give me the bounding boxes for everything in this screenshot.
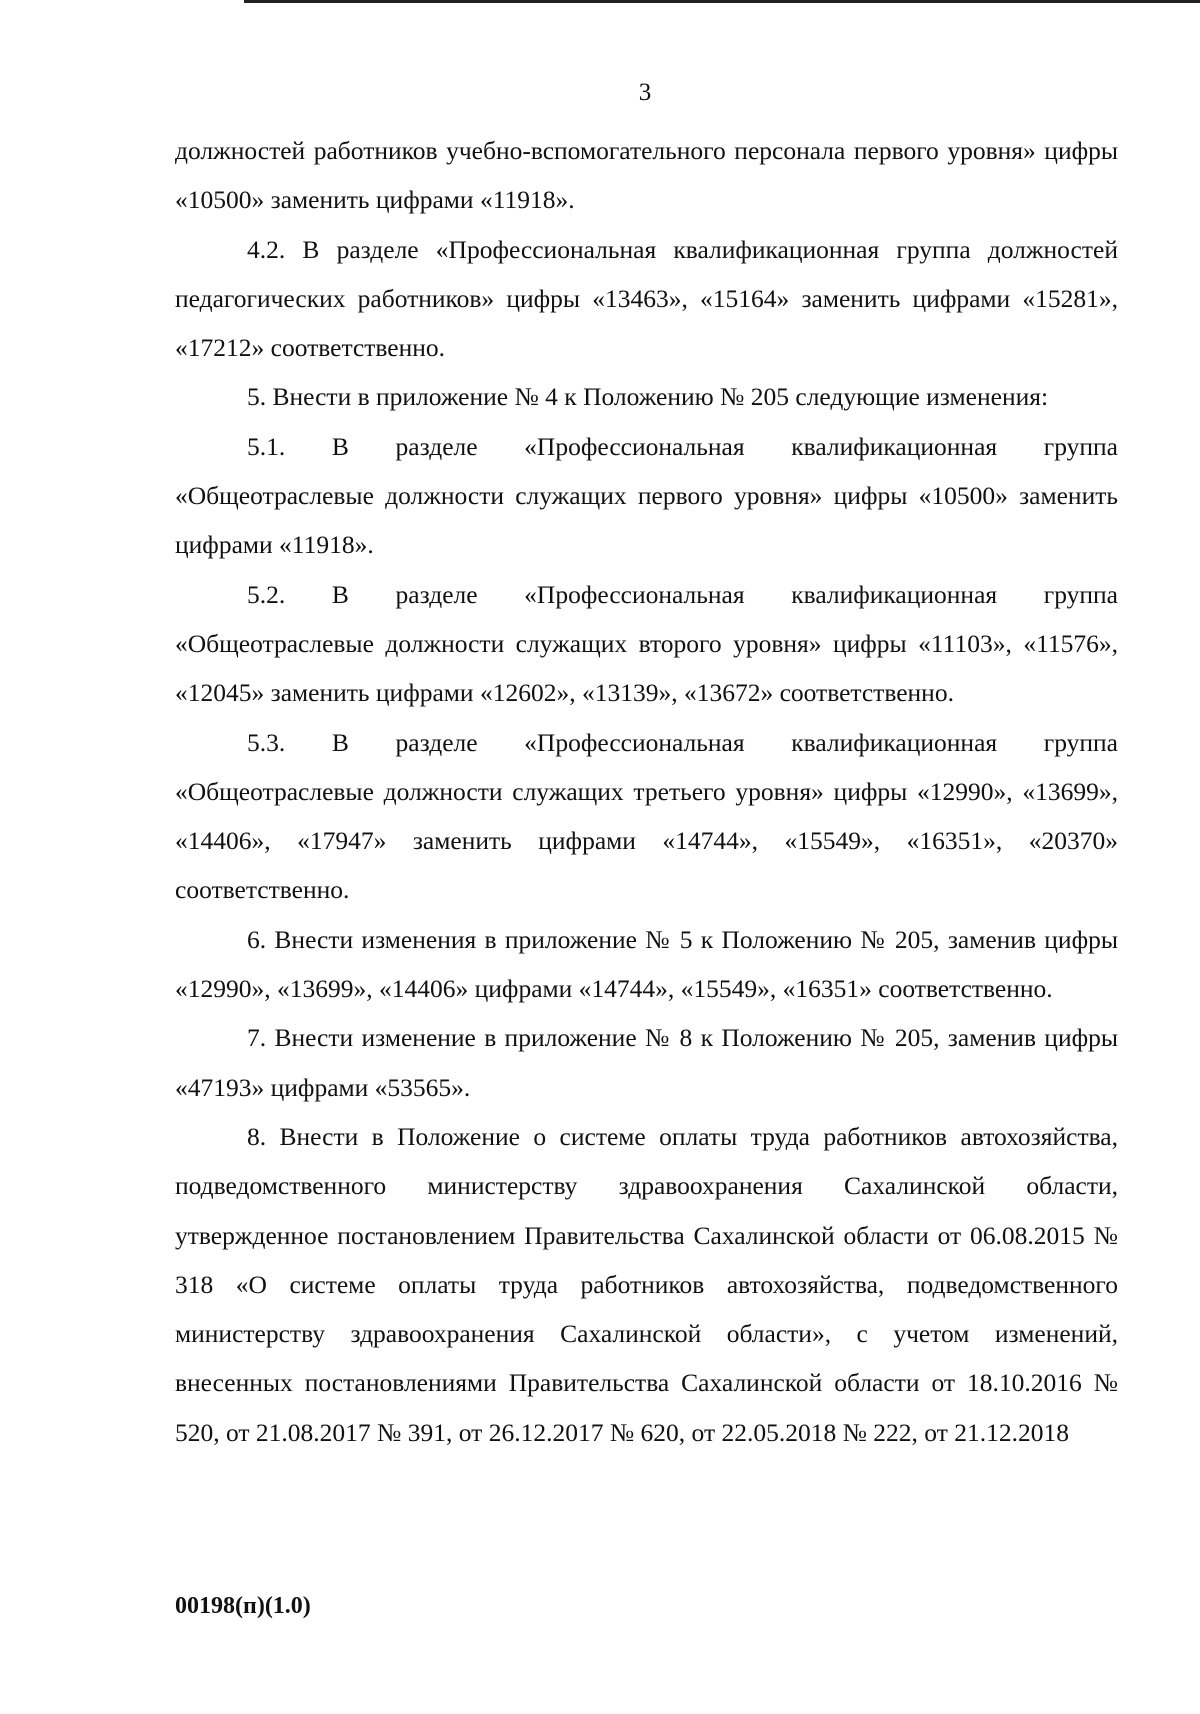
paragraph-5: 5. Внести в приложение № 4 к Положению № 205 следующие изменения: — [247, 382, 1049, 412]
document-body — [175, 126, 1118, 1457]
paragraph-4-2: 4.2. В разделе «Профессиональная квалификационная группа должностей педагогических работников» цифры «13463», «15164» заменить цифрами «15281», «17212» соответственно. — [175, 234, 1118, 363]
paragraph-5-2: 5.2. В разделе «Профессиональная квалификационная группа «Общеотраслевые должности служащих второго уровня» цифры «11103», «11576», «12045» заменить цифрами «12602», «13139», «13672» соответственно. — [175, 579, 1118, 708]
paragraph-5-1: 5.1. В разделе «Профессиональная квалификационная группа «Общеотраслевые должности служащих первого уровня» цифры «10500» заменить цифрами «11918». — [175, 431, 1118, 560]
paragraph-6: 6. Внести изменения в приложение № 5 к Положению № 205, заменив цифры «12990», «13699», «14406» цифрами «14744», «15549», «16351» соответственно. — [175, 924, 1118, 1004]
paragraph-5-3: 5.3. В разделе «Профессиональная квалификационная группа «Общеотраслевые должности служащих третьего уровня» цифры «12990», «13699», «14406», «17947» заменить цифрами «14744», «15549», «16351», «20370» соответственно. — [175, 727, 1118, 905]
paragraph-7: 7. Внести изменение в приложение № 8 к Положению № 205, заменив цифры «47193» цифрами «53565». — [175, 1023, 1118, 1102]
paragraph-continuation: должностей работников учебно-вспомогательного персонала первого уровня» цифры «10500» заменить цифрами «11918». — [175, 136, 1118, 215]
top-border-line — [244, 0, 1200, 3]
document-code: 00198(п)(1.0) — [175, 1593, 311, 1619]
paragraph-8: 8. Внести в Положение о системе оплаты труда работников автохозяйства, подведомственного министерству здравоохранения Сахалинской области, утвержденное постановлением Правительства Сахалинской области от 06.08.2015 № 318 «О системе оплаты труда работников автохозяйства, подведомственного министерству здравоохранения Сахалинской области», с учетом изменений, внесенных постановлениями Правительства Сахалинской области от 18.10.2016 № 520, от 21.08.2017 № 391, от 26.12.2017 № 620, от 22.05.2018 № 222, от 21.12.2018 — [175, 1121, 1118, 1447]
page-number: 3 — [638, 79, 652, 106]
